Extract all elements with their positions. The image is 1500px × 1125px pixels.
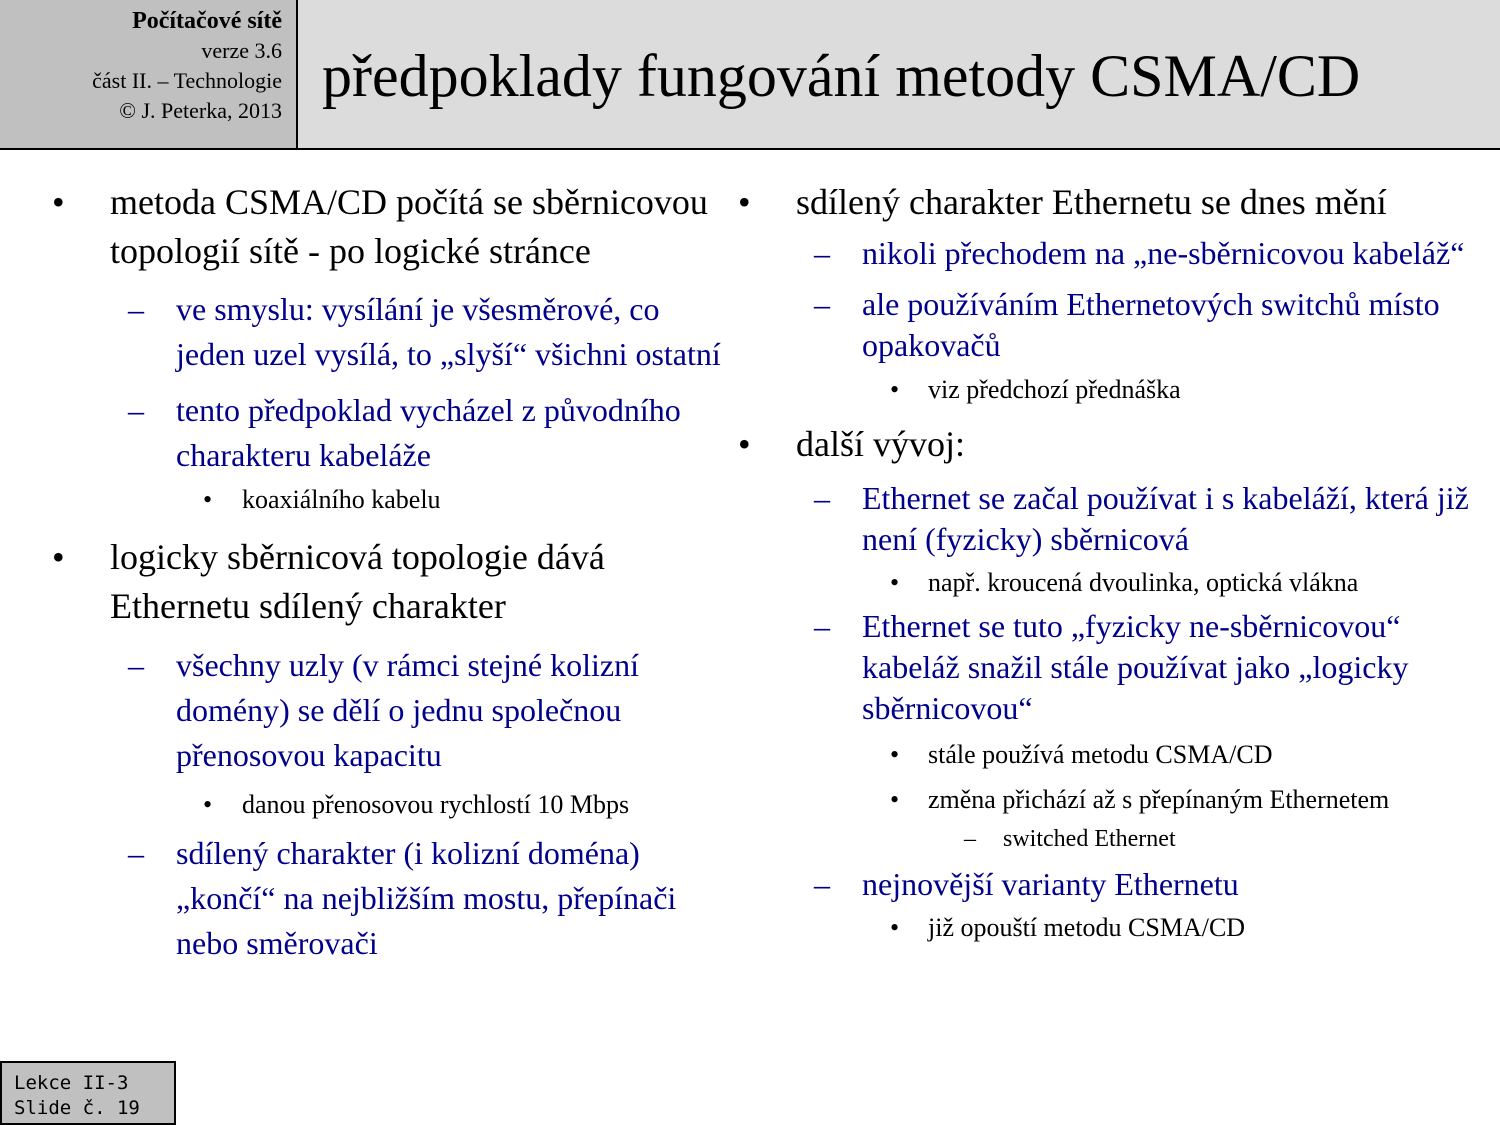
part-label: část II. – Technologie [92,68,282,93]
bullet-marker: • [738,182,751,222]
sub-item [0,388,730,478]
sub-sub-sub-item [720,822,1500,856]
bullet-text: sdílený charakter Ethernetu se dnes mění [796,182,1387,222]
bullet-marker: • [203,790,213,819]
bullet-marker: • [890,740,900,769]
sub-sub-item-text: viz předchozí přednáška [928,375,1181,404]
sub-sub-sub-item-text: switched Ethernet [1003,826,1176,852]
sub-sub-item [720,563,1500,602]
dash-marker: – [814,480,830,516]
dash-marker: – [128,835,144,871]
bullet-marker: • [890,785,900,814]
dash-marker: – [964,826,976,852]
sub-sub-item-text: koaxiálního kabelu [242,485,441,514]
dash-marker: – [128,392,144,428]
sub-sub-item [720,782,1500,818]
slide-title: předpoklady fungování metody CSMA/CD [322,43,1361,109]
bullet-marker: • [890,913,900,942]
lesson-label: Lekce II-3 [14,1072,129,1094]
dash-marker: – [814,286,830,322]
sub-sub-item [720,370,1500,409]
sub-item-text: nejnovější varianty Ethernetu [862,866,1239,902]
sub-item-text: všechny uzly (v rámci stejné kolizní domény) se dělí o jednu společnou přenosovou kapacitu [176,647,639,773]
sub-sub-item-text: již opouští metodu CSMA/CD [928,913,1246,942]
bullet-text: logicky sběrnicová topologie dává Ethernetu sdílený charakter [110,537,605,626]
sub-item [720,478,1500,560]
dash-marker: – [128,291,144,327]
sub-sub-item [0,480,730,519]
sub-item [0,643,730,778]
bullet-item [0,533,730,631]
right-column [720,178,1500,947]
sub-sub-item-text: danou přenosovou rychlostí 10 Mbps [242,790,630,819]
bullet-text: metoda CSMA/CD počítá se sběrnicovou topologií sítě - po logické stránce [110,182,708,271]
bullet-marker: • [52,537,65,577]
sub-item-text: nikoli přechodem na „ne-sběrnicovou kabeláž“ [862,235,1465,271]
sub-item [720,233,1500,274]
left-column [0,178,730,966]
course-info-box [0,0,298,150]
course-name: Počítačové sítě [132,8,282,34]
sub-item-text: ve smyslu: vysílání je všesměrové, co jeden uzel vysílá, to „slyší“ všichni ostatní [176,291,721,372]
bullet-marker: • [738,424,751,464]
bullet-marker: • [203,485,213,514]
sub-sub-item [0,785,730,824]
sub-item-text: ale používáním Ethernetových switchů místo opakovačů [862,286,1440,363]
sub-item [720,606,1500,729]
sub-item [720,284,1500,366]
bullet-item [720,178,1500,227]
bullet-marker: • [890,568,900,597]
bullet-marker: • [52,182,65,222]
sub-sub-item-text: stále používá metodu CSMA/CD [928,740,1273,769]
sub-item [720,862,1500,907]
bullet-marker: • [890,375,900,404]
sub-item [0,287,730,377]
dash-marker: – [814,235,830,271]
sub-item-text: tento předpoklad vycházel z původního charakteru kabeláže [176,392,681,473]
sub-item [0,831,730,966]
slide-label: Slide č. 19 [14,1097,140,1119]
bullet-text: další vývoj: [796,424,965,464]
sub-sub-item [720,908,1500,947]
sub-item-text: Ethernet se začal používat i s kabeláží, která již není (fyzicky) sběrnicová [862,480,1469,557]
bullet-item [0,178,730,276]
dash-marker: – [814,608,830,644]
dash-marker: – [128,647,144,683]
dash-marker: – [814,866,830,902]
sub-item-text: sdílený charakter (i kolizní doména) „končí“ na nejbližším mostu, přepínači nebo směrovači [176,835,677,961]
sub-sub-item-text: např. kroucená dvoulinka, optická vlákna [928,568,1359,597]
sub-sub-item-text: změna přichází až s přepínaným Ethernetem [928,785,1390,814]
bullet-item [720,420,1500,469]
version-label: verze 3.6 [201,38,282,63]
sub-item-text: Ethernet se tuto „fyzicky ne-sběrnicovou“ kabeláž snažil stále používat jako „logicky sběrnicovou“ [862,608,1409,726]
sub-sub-item [720,735,1500,774]
slide-number-box [0,1061,176,1125]
copyright-label: © J. Peterka, 2013 [119,98,282,123]
title-bar [298,0,1500,150]
